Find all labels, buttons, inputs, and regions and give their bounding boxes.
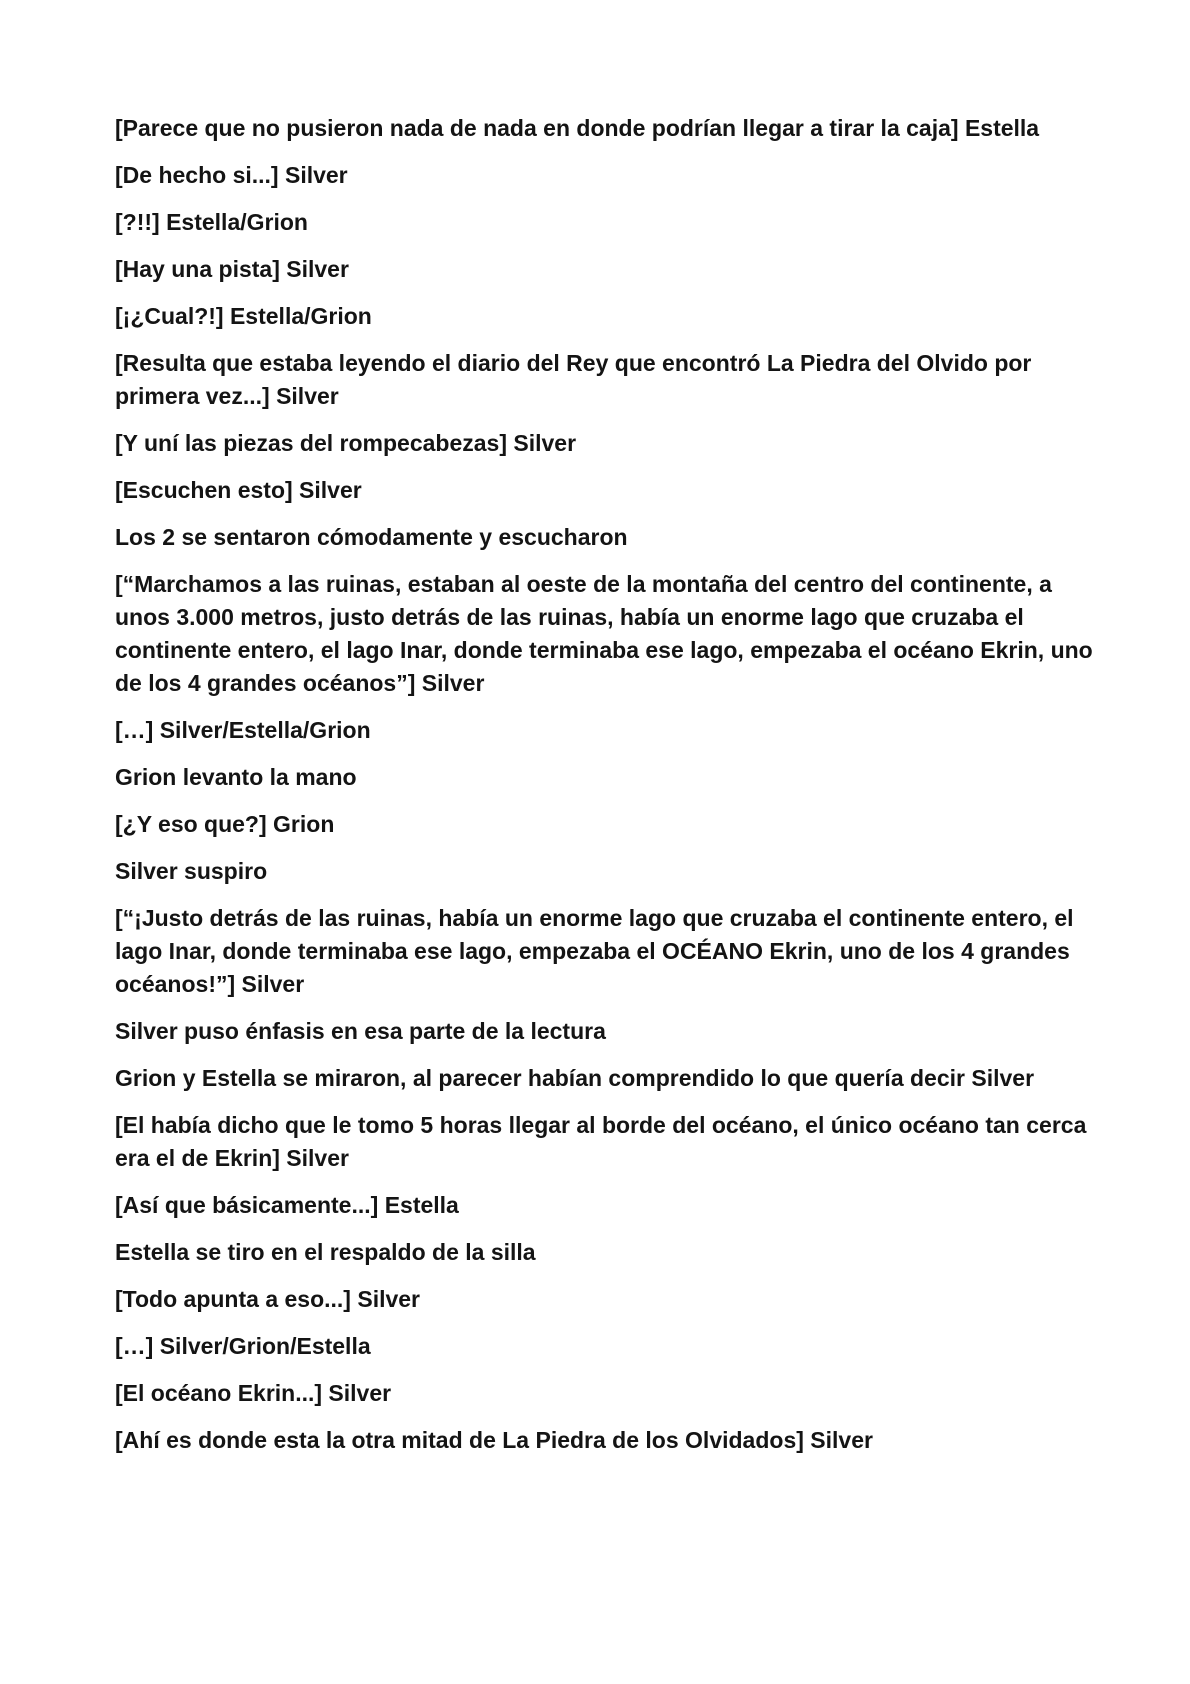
paragraph: [Escuchen esto] Silver [115, 477, 362, 503]
document-body [115, 112, 1095, 1471]
paragraph: Estella se tiro en el respaldo de la silla [115, 1239, 536, 1265]
paragraph: […] Silver/Estella/Grion [115, 717, 371, 743]
paragraph: [¡¿Cual?!] Estella/Grion [115, 303, 372, 329]
paragraph: [Todo apunta a eso...] Silver [115, 1286, 421, 1312]
paragraph: Silver suspiro [115, 858, 268, 884]
paragraph: [El océano Ekrin...] Silver [115, 1380, 392, 1406]
paragraph: [Así que básicamente...] Estella [115, 1192, 459, 1218]
paragraph: [El había dicho que le tomo 5 horas llegar al borde del océano, el único océano tan cerca era el de Ekrin] Silver [115, 1112, 1087, 1171]
paragraph: [?!!] Estella/Grion [115, 209, 308, 235]
paragraph: [De hecho si...] Silver [115, 162, 348, 188]
paragraph: [¿Y eso que?] Grion [115, 811, 335, 837]
paragraph: [Y uní las piezas del rompecabezas] Silver [115, 430, 577, 456]
paragraph: [Parece que no pusieron nada de nada en donde podrían llegar a tirar la caja] Estella [115, 115, 1040, 141]
paragraph: [Hay una pista] Silver [115, 256, 349, 282]
paragraph: [“Marchamos a las ruinas, estaban al oeste de la montaña del centro del continente, a unos 3.000 metros, justo detrás de las ruinas, había un enorme lago que cruzaba el continente entero, el lago Inar, donde terminaba ese lago, empezaba el océano Ekrin, uno de los 4 grandes océanos”] Silver [115, 571, 1093, 696]
paragraph: Grion y Estella se miraron, al parecer habían comprendido lo que quería decir Silver [115, 1065, 1035, 1091]
paragraph: Silver puso énfasis en esa parte de la lectura [115, 1018, 606, 1044]
paragraph: [“¡Justo detrás de las ruinas, había un enorme lago que cruzaba el continente entero, el lago Inar, donde terminaba ese lago, empezaba el OCÉANO Ekrin, uno de los 4 grandes océanos!”] Silver [115, 905, 1074, 997]
paragraph: […] Silver/Grion/Estella [115, 1333, 371, 1359]
paragraph: [Resulta que estaba leyendo el diario del Rey que encontró La Piedra del Olvido por primera vez...] Silver [115, 350, 1032, 409]
paragraph: [Ahí es donde esta la otra mitad de La Piedra de los Olvidados] Silver [115, 1427, 873, 1453]
paragraph: Los 2 se sentaron cómodamente y escucharon [115, 524, 628, 550]
paragraph: Grion levanto la mano [115, 764, 357, 790]
